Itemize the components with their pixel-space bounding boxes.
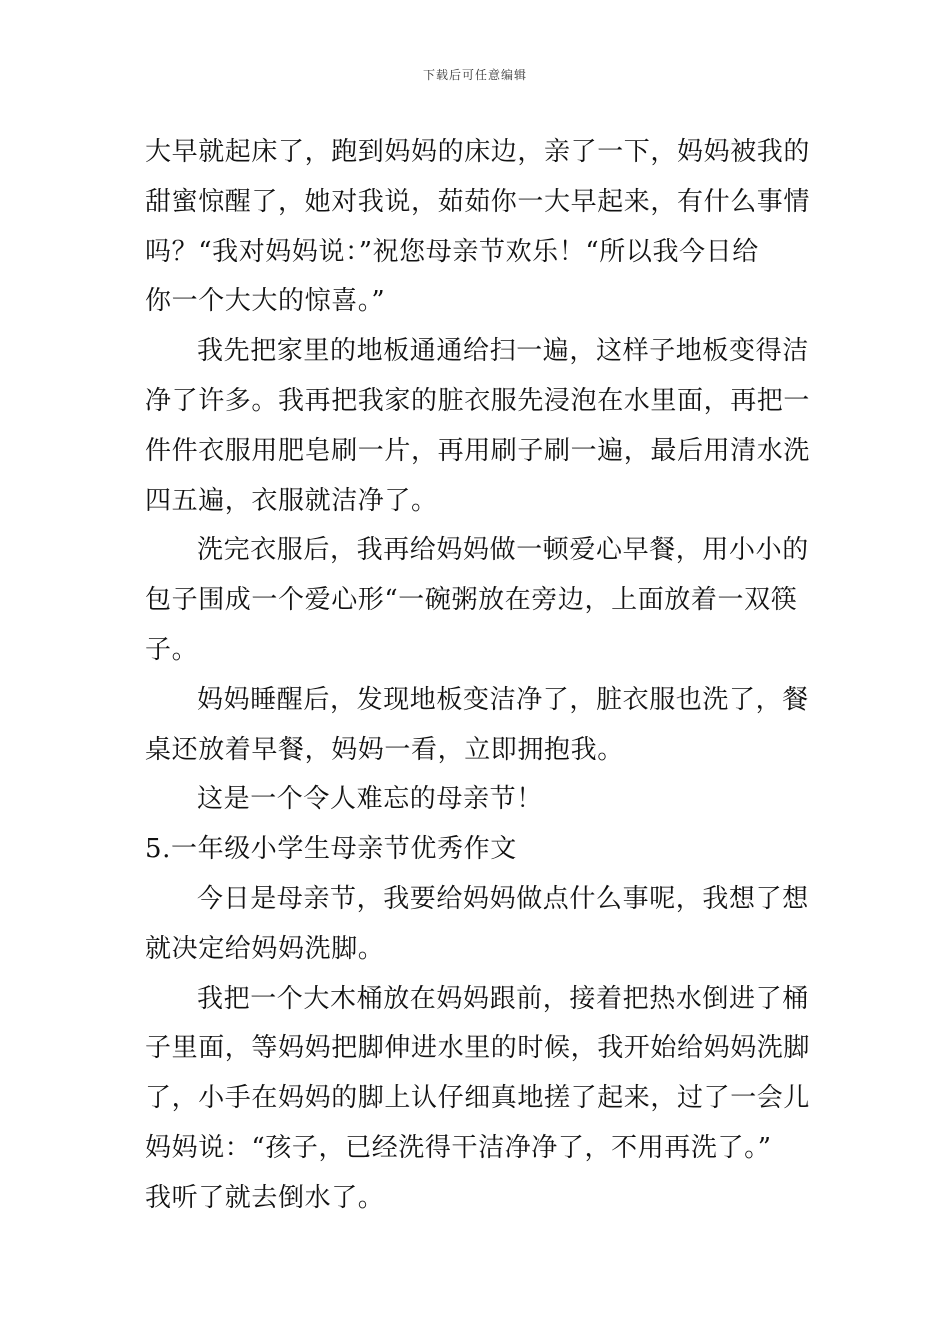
text-line: 我先把家里的地板通通给扫一遍，这样子地板变得洁: [197, 336, 809, 367]
text-line: 我听了就去倒水了。: [145, 1182, 385, 1213]
text-line: 妈妈睡醒后，发现地板变洁净了，脏衣服也洗了，餐: [197, 684, 809, 715]
text-line: 净了许多。我再把我家的脏衣服先浸泡在水里面，再把一: [145, 385, 811, 416]
text-line: 子。: [145, 634, 199, 665]
text-line: 今日是母亲节，我要给妈妈做点什么事呢，我想了想: [197, 883, 809, 914]
text-line: 桌还放着早餐，妈妈一看，立即拥抱我。: [145, 734, 624, 765]
text-line: 包子围成一个爱心形“一碗粥放在旁边，上面放着一双筷: [145, 585, 798, 616]
text-line: 洗完衣服后，我再给妈妈做一顿爱心早餐，用小小的: [197, 535, 809, 566]
text-line: 甜蜜惊醒了，她对我说，茹茹你一大早起来，有什么事情: [145, 186, 811, 217]
text-line: 子里面，等妈妈把脚伸进水里的时候，我开始给妈妈洗脚: [145, 1033, 811, 1064]
section-heading: 5.一年级小学生母亲节优秀作文: [145, 834, 517, 865]
text-line: 四五遍，衣服就洁净了。: [145, 485, 438, 516]
text-line: 了，小手在妈妈的脚上认仔细真地搓了起来，过了一会儿: [145, 1083, 811, 1114]
text-line: 这是一个令人难忘的母亲节！: [197, 784, 543, 815]
text-line: 妈妈说：“孩子，已经洗得干洁净净了，不用再洗了。”: [145, 1132, 772, 1163]
text-line: 件件衣服用肥皂刷一片，再用刷子刷一遍，最后用清水洗: [145, 435, 811, 466]
text-line: 你一个大大的惊喜。”: [145, 286, 386, 317]
document-body: [145, 128, 815, 1224]
page-header: 下载后可任意编辑: [422, 68, 527, 82]
text-line: 大早就起床了，跑到妈妈的床边，亲了一下，妈妈被我的: [145, 137, 811, 167]
text-line: 我把一个大木桶放在妈妈跟前，接着把热水倒进了桶: [197, 983, 809, 1014]
text-line: 吗？“我对妈妈说：”祝您母亲节欢乐！“所以我今日给: [145, 236, 759, 267]
text-line: 就决定给妈妈洗脚。: [145, 933, 385, 964]
